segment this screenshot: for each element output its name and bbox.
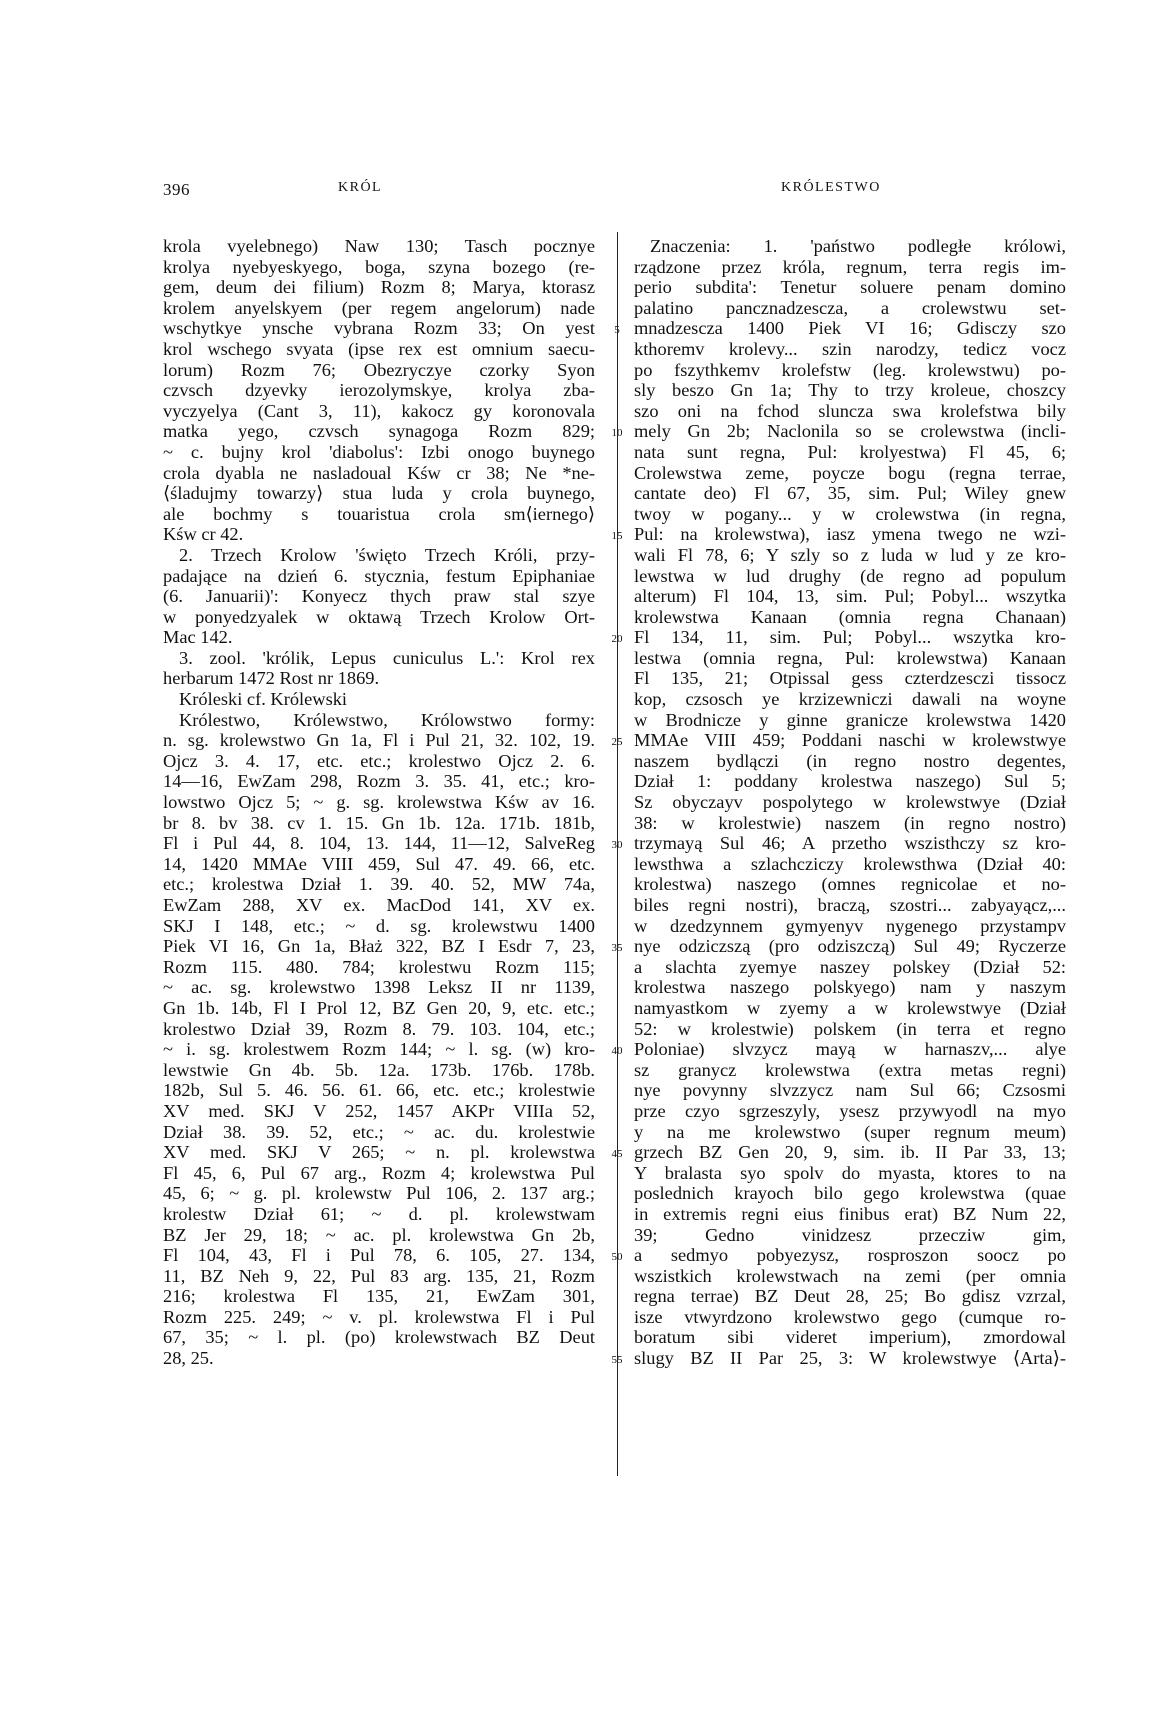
text-line: 216; krolestwa Fl 135, 21, EwZam 301, xyxy=(163,1286,595,1307)
line-number: 45 xyxy=(611,1148,623,1161)
line-number: 40 xyxy=(611,1045,623,1058)
text-line: Fl i Pul 44, 8. 104, 13. 144, 11—12, SalveReg xyxy=(163,833,595,854)
text-line: 39; Gedno vinidzesz przecziw gim, xyxy=(634,1224,1066,1245)
text-line: Gn 1b. 14b, Fl I Prol 12, BZ Gen 20, 9, etc. etc.; xyxy=(163,997,595,1018)
line-number: 35 xyxy=(611,942,623,955)
text-line: Poloniae) slvzycz mayą w harnaszv,... alye xyxy=(634,1039,1066,1060)
text-line: 14, 1420 MMAe VIII 459, Sul 47. 49. 66, etc. xyxy=(163,853,595,874)
text-line: lorum) Rozm 76; Obezryczye czorky Syon xyxy=(163,359,595,380)
text-line: krolestwa) naszego (omnes regnicolae et no- xyxy=(634,874,1066,895)
text-line: gem, deum dei filium) Rozm 8; Marya, ktorasz xyxy=(163,277,595,298)
text-line: wszistkich krolewstwach na zemi (per omnia xyxy=(634,1265,1066,1286)
text-line: 45, 6; ~ g. pl. krolewstw Pul 106, 2. 137 arg.; xyxy=(163,1183,595,1204)
text-line: palatino pancznadzescza, a crolewstwu set- xyxy=(634,297,1066,318)
text-line: Dział 38. 39. 52, etc.; ~ ac. du. krolestwie xyxy=(163,1121,595,1142)
line-number: 30 xyxy=(611,839,623,852)
text-line: Crolewstwa zeme, poycze bogu (regna terrae, xyxy=(634,462,1066,483)
text-line: herbarum 1472 Rost nr 1869. xyxy=(163,668,380,689)
text-line: matka yego, czvsch synagoga Rozm 829; xyxy=(163,421,595,442)
page-number: 396 xyxy=(163,180,190,199)
text-line: (6. Januarii)': Konyecz thych praw stal szye xyxy=(163,586,595,607)
text-line: kthoremv krolevy... szin narodzy, tedicz vocz xyxy=(634,338,1066,359)
text-line: crola dyabla ne nasladoual Kśw cr 38; Ne *ne- xyxy=(163,462,595,483)
text-line: ⟨śladujmy towarzy⟩ stua luda y crola buynego, xyxy=(163,483,595,504)
text-line: Piek VI 16, Gn 1a, Błaż 322, BZ I Esdr 7, 23, xyxy=(163,936,595,957)
text-line: krolewstwa Kanaan (omnia regna Chanaan) xyxy=(634,606,1066,627)
text-line: n. sg. krolewstwo Gn 1a, Fl i Pul 21, 32. 102, 19. xyxy=(163,730,595,751)
text-line: krola vyelebnego) Naw 130; Tasch pocznye xyxy=(163,236,595,256)
text-line: Fl 134, 11, sim. Pul; Pobyl... wszytka kro- xyxy=(634,627,1066,648)
text-line: Fl 45, 6, Pul 67 arg., Rozm 4; krolewstwa Pul xyxy=(163,1162,595,1183)
text-line: Królestwo, Królewstwo, Królowstwo formy: xyxy=(179,709,595,730)
line-number: 55 xyxy=(611,1354,623,1367)
text-line: krolya nyebyeskyego, boga, szyna bozego (re- xyxy=(163,256,595,277)
text-line: Pul: na krolewstwa), iasz ymena twego ne wzi- xyxy=(634,524,1066,545)
line-number: 15 xyxy=(611,530,623,543)
text-line: MMAe VIII 459; Poddani naschi w krolewstwye xyxy=(634,730,1066,751)
text-line: a slachta zyemye naszey polskey (Dział 52: xyxy=(634,956,1066,977)
text-line: krolestw Dział 61; ~ d. pl. krolewstwam xyxy=(163,1203,595,1224)
text-line: XV med. SKJ V 252, 1457 AKPr VIIIa 52, xyxy=(163,1100,595,1121)
text-line: krolem anyelskyem (per regem angelorum) nade xyxy=(163,297,595,318)
text-line: prze czyo sgrzeszyly, ysesz przywyodl na myo xyxy=(634,1100,1066,1121)
text-line: w Brodnicze y ginne granicze krolewstwa 1420 xyxy=(634,709,1066,730)
text-line: w ponyedzyalek w oktawą Trzech Krolow Ort- xyxy=(163,606,595,627)
text-line: y na me krolewstwo (super regnum meum) xyxy=(634,1121,1066,1142)
text-line: lewstwie Gn 4b. 5b. 12a. 173b. 176b. 178b. xyxy=(163,1059,595,1080)
text-line: czvsch dzyevky ierozolymskye, krolya zba- xyxy=(163,380,595,401)
text-line: Króleski cf. Królewski xyxy=(179,689,348,710)
text-line: sz granycz krolewstwa (extra metas regni) xyxy=(634,1059,1066,1080)
text-line: Mac 142. xyxy=(163,627,233,648)
text-line: ~ ac. sg. krolewstwo 1398 Leksz II nr 1139, xyxy=(163,977,595,998)
text-line: namyastkom w zyemy a w krolewstwye (Dział xyxy=(634,997,1066,1018)
text-line: 3. zool. 'królik, Lepus cuniculus L.': Krol rex xyxy=(179,647,595,668)
text-line: alterum) Fl 104, 13, sim. Pul; Pobyl... wszytka xyxy=(634,586,1066,607)
text-line: kop, czsosch ye krzizewniczi dawali na woyne xyxy=(634,689,1066,710)
text-line: po fszythkemv krolefstw (leg. krolewstwu) po- xyxy=(634,359,1066,380)
text-line: 182b, Sul 5. 46. 56. 61. 66, etc. etc.; krolestwie xyxy=(163,1080,595,1101)
text-line: 67, 35; ~ l. pl. (po) krolewstwach BZ Deut xyxy=(163,1327,595,1348)
text-line: biles regni nostri), braczą, szostri... zabyayącz,... xyxy=(634,895,1066,915)
text-line: Sz obyczayv pospolytego w krolewstwye (Dział xyxy=(634,792,1066,813)
text-line: szo oni na fchod sluncza swa krolefstwa bily xyxy=(634,400,1066,421)
text-line: sly beszo Gn 1a; Thy to trzy kroleue, choszcy xyxy=(634,380,1066,401)
text-line: SKJ I 148, etc.; ~ d. sg. krolewstwu 1400 xyxy=(163,915,595,936)
text-line: etc.; krolestwa Dział 1. 39. 40. 52, MW 74a, xyxy=(163,874,595,895)
text-line: 52: w krolestwie) polskem (in terra et regno xyxy=(634,1018,1066,1039)
right-headword: KRÓLESTWO xyxy=(781,180,881,195)
text-line: trzymayą Sul 46; A przetho wszisthczy sz kro- xyxy=(634,833,1066,854)
text-line: krol wschego svyata (ipse rex est omnium saecu- xyxy=(163,338,595,359)
text-line: grzech BZ Gen 20, 9, sim. ib. II Par 33, 13; xyxy=(634,1142,1066,1163)
text-line: wschytkye ynsche vybrana Rozm 33; On yest xyxy=(163,318,595,339)
line-number: 25 xyxy=(611,736,623,749)
text-line: padające na dzień 6. stycznia, festum Epiphaniae xyxy=(163,565,595,586)
text-line: 38: w krolestwie) naszem (in regno nostro) xyxy=(634,812,1066,833)
text-line: isze vtwyrdzono krolewstwo gego (cumque ro- xyxy=(634,1306,1066,1327)
text-line: ~ c. bujny krol 'diabolus': Izbi onogo buynego xyxy=(163,441,595,462)
text-line: cantate deo) Fl 67, 35, sim. Pul; Wiley gnew xyxy=(634,483,1066,504)
text-line: naszem bydlączi (in regno nostro degentes, xyxy=(634,750,1066,771)
text-line: mely Gn 2b; Naclonila so se crolewstwa (incli- xyxy=(634,421,1066,442)
text-line: 14—16, EwZam 298, Rozm 3. 35. 41, etc.; kro- xyxy=(163,771,595,792)
text-line: 11, BZ Neh 9, 22, Pul 83 arg. 135, 21, Rozm xyxy=(163,1265,595,1286)
text-line: ale bochmy s touaristua crola sm⟨iernego⟩ xyxy=(163,503,595,524)
text-line: vyczyelya (Cant 3, 11), kakocz gy koronovala xyxy=(163,400,595,421)
running-header xyxy=(0,180,1167,204)
text-line: krolestwo Dział 39, Rozm 8. 79. 103. 104, etc.; xyxy=(163,1018,595,1039)
left-column xyxy=(163,236,595,1369)
right-column xyxy=(634,236,1066,1369)
text-line: EwZam 288, XV ex. MacDod 141, XV ex. xyxy=(163,895,595,915)
line-number: 5 xyxy=(614,324,620,337)
text-line: lewstwa w lud drughy (de regno ad populum xyxy=(634,565,1066,586)
text-line: Ojcz 3. 4. 17, etc. etc.; krolestwo Ojcz 2. 6. xyxy=(163,750,595,771)
text-line: nye odziczszą (pro odziszczą) Sul 49; Ryczerze xyxy=(634,936,1066,957)
text-line: poslednich krayoch bilo gego krolewstwa (quae xyxy=(634,1183,1066,1204)
text-line: lowstwo Ojcz 5; ~ g. sg. krolewstwa Kśw av 16. xyxy=(163,792,595,813)
text-line: lewsthwa a szlachcziczy krolewsthwa (Dział 40: xyxy=(634,853,1066,874)
text-line: Fl 104, 43, Fl i Pul 78, 6. 105, 27. 134, xyxy=(163,1245,595,1266)
text-line: br 8. bv 38. cv 1. 15. Gn 1b. 12a. 171b. 181b, xyxy=(163,812,595,833)
line-number: 10 xyxy=(611,427,623,440)
text-line: in extremis regni eius finibus erat) BZ Num 22, xyxy=(634,1203,1066,1224)
text-line: ~ i. sg. krolestwem Rozm 144; ~ l. sg. (w) kro- xyxy=(163,1039,595,1060)
text-line: Rozm 225. 249; ~ v. pl. krolewstwa Fl i Pul xyxy=(163,1306,595,1327)
text-line: Rozm 115. 480. 784; krolestwu Rozm 115; xyxy=(163,956,595,977)
text-line: nye povynny slvzzycz nam Sul 66; Czsosmi xyxy=(634,1080,1066,1101)
text-line: krolestwa naszego polskyego) nam y naszym xyxy=(634,977,1066,998)
left-headword: KRÓL xyxy=(338,180,383,195)
line-number: 20 xyxy=(611,633,623,646)
text-line: lestwa (omnia regna, Pul: krolewstwa) Kanaan xyxy=(634,647,1066,668)
text-line: Znaczenia: 1. 'państwo podległe królowi, xyxy=(650,236,1066,256)
text-line: Y bralasta syo spolv do myasta, ktores to na xyxy=(634,1162,1066,1183)
text-line: rządzone przez króla, regnum, terra regis im- xyxy=(634,256,1066,277)
text-line: boratum sibi videret imperium), zmordowal xyxy=(634,1327,1066,1348)
column-divider xyxy=(617,232,618,1476)
text-line: slugy BZ II Par 25, 3: W krolewstwye ⟨Arta⟩- xyxy=(634,1348,1066,1369)
text-line: XV med. SKJ V 265; ~ n. pl. krolewstwa xyxy=(163,1142,595,1163)
text-line: regna terrae) BZ Deut 28, 25; Bo gdisz vzrzal, xyxy=(634,1286,1066,1307)
text-line: perio subdita': Tenetur soluere penam domino xyxy=(634,277,1066,298)
text-line: mnadzescza 1400 Piek VI 16; Gdisczy szo xyxy=(634,318,1066,339)
text-line: twoy w pogany... y w crolewstwa (in regna, xyxy=(634,503,1066,524)
text-line: Kśw cr 42. xyxy=(163,524,244,545)
text-line: w dzedzynnem gymyenyv nygenego przystampv xyxy=(634,915,1066,936)
text-line: a sedmyo pobyezysz, rosproszon sooсz po xyxy=(634,1245,1066,1266)
text-line: Dział 1: poddany krolestwa naszego) Sul 5; xyxy=(634,771,1066,792)
text-line: wali Fl 78, 6; Y szly so z luda w lud y ze kro- xyxy=(634,544,1066,565)
text-line: 2. Trzech Krolow 'święto Trzech Króli, przy- xyxy=(179,544,595,565)
text-line: 28, 25. xyxy=(163,1348,214,1369)
text-line: Fl 135, 21; Otpissal gess czterdzesczi tissocz xyxy=(634,668,1066,689)
text-line: nata sunt regna, Pul: krolyestwa) Fl 45, 6; xyxy=(634,441,1066,462)
line-number: 50 xyxy=(611,1251,623,1264)
text-line: BZ Jer 29, 18; ~ ac. pl. krolewstwa Gn 2b, xyxy=(163,1224,595,1245)
